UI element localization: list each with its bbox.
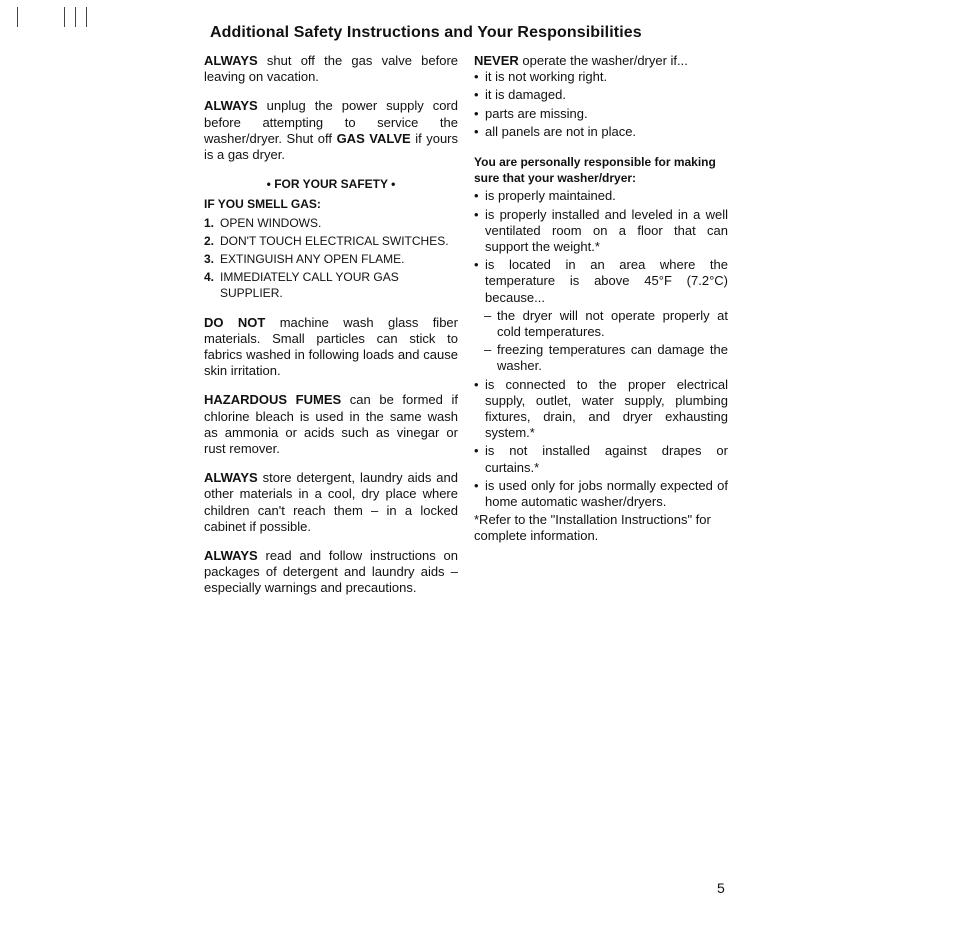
list-item-text: is not installed against drapes or curtains.* <box>485 443 728 475</box>
step-text: OPEN WINDOWS. <box>220 215 322 230</box>
step-text: DON'T TOUCH ELECTRICAL SWITCHES. <box>220 233 449 248</box>
emphasis: HAZARDOUS FUMES <box>204 392 342 408</box>
scan-mark-2 <box>64 7 65 27</box>
list-item <box>474 478 728 510</box>
gas-steps-list <box>204 215 458 302</box>
sub-item <box>474 308 728 340</box>
paragraph-text: store detergent, laundry aids and other materials in a cool, dry place where children can't reach them – in a locked cabinet if possible. <box>204 470 458 534</box>
scan-mark-1 <box>17 7 18 27</box>
bullet: • <box>474 477 479 493</box>
storage-paragraph <box>204 470 458 535</box>
bullet: • <box>474 257 479 273</box>
list-item-text: is properly installed and leveled in a well ventilated room on a floor that can support the weight.* <box>485 206 728 255</box>
page-title: Additional Safety Instructions and Your Responsibilities <box>210 24 642 41</box>
dash: – <box>484 342 492 358</box>
scan-mark-3 <box>75 7 76 27</box>
emphasis: ALWAYS <box>204 548 258 564</box>
bullet: • <box>474 87 479 103</box>
list-item <box>474 377 728 442</box>
list-item-text: is used only for jobs normally expected of home automatic washer/dryers. <box>485 477 728 510</box>
vacation-gas-paragraph <box>204 53 458 85</box>
sub-item <box>474 342 728 374</box>
list-item-text: it is damaged. <box>485 87 566 103</box>
for-your-safety-heading: • FOR YOUR SAFETY • <box>266 177 396 192</box>
list-item <box>474 87 728 103</box>
scan-mark-4 <box>86 7 87 27</box>
paragraph-text: unplug the power supply cord before attempting to service the washer/dryer. Shut off <box>204 98 458 146</box>
step-text: EXTINGUISH ANY OPEN FLAME. <box>220 252 405 267</box>
emphasis: DO NOT <box>204 314 266 330</box>
hazardous-fumes-paragraph <box>204 392 458 457</box>
responsibility-list <box>474 188 728 510</box>
step-text: IMMEDIATELY CALL YOUR GAS SUPPLIER. <box>220 270 399 301</box>
emphasis: GAS VALVE <box>336 130 411 146</box>
list-item <box>474 443 728 475</box>
never-list <box>474 69 728 140</box>
list-item-text: parts are missing. <box>485 105 588 121</box>
read-instructions-paragraph <box>204 548 458 597</box>
list-item-text: is located in an area where the temperature is above 45°F (7.2°C) because... <box>485 257 728 305</box>
list-item-text: it is not working right. <box>485 69 608 85</box>
gas-step <box>204 233 458 249</box>
page-number: 5 <box>717 880 725 896</box>
bullet: • <box>474 105 479 121</box>
right-column <box>474 53 728 545</box>
bullet: • <box>474 443 479 459</box>
emphasis: ALWAYS <box>204 53 258 68</box>
list-item <box>474 124 728 140</box>
gas-step <box>204 269 458 301</box>
bullet: • <box>474 69 479 85</box>
list-item <box>474 257 728 306</box>
glass-fiber-paragraph <box>204 315 458 380</box>
gas-step <box>204 215 458 231</box>
gas-step <box>204 251 458 267</box>
paragraph-text: operate the washer/dryer if... <box>518 53 688 68</box>
bullet: • <box>474 123 479 139</box>
installation-footnote: *Refer to the "Installation Instructions" for complete information. <box>474 512 711 544</box>
bullet: • <box>474 188 479 204</box>
step-number: 3. <box>204 252 215 267</box>
list-item-text: is connected to the proper electrical supply, outlet, water supply, plumbing fixtures, drain, and dryer exhausting system.* <box>485 376 728 441</box>
step-number: 1. <box>204 215 215 230</box>
bullet: • <box>474 206 479 222</box>
sub-item-text: the dryer will not operate properly at cold temperatures. <box>497 307 728 340</box>
list-item <box>474 69 728 85</box>
bullet: • <box>474 376 479 392</box>
dash: – <box>484 307 492 323</box>
responsibility-heading: You are personally responsible for making sure that your washer/dryer: <box>474 155 716 186</box>
step-number: 2. <box>204 233 215 248</box>
paragraph-text: shut off the gas valve before leaving on vacation. <box>204 53 458 85</box>
paragraph-text: read and follow instructions on packages of detergent and laundry aids – especially warnings and precautions. <box>204 548 458 596</box>
list-item <box>474 106 728 122</box>
left-column <box>204 53 458 610</box>
paragraph-text: if yours is a gas dryer. <box>204 130 458 163</box>
sub-item-text: freezing temperatures can damage the washer. <box>497 342 728 374</box>
smell-gas-heading: IF YOU SMELL GAS: <box>204 197 321 212</box>
emphasis: ALWAYS <box>204 98 258 114</box>
never-operate-line <box>474 53 728 69</box>
emphasis: ALWAYS <box>204 470 258 486</box>
paragraph-text: can be formed if chlorine bleach is used in the same wash as ammonia or acids such as vinegar or rust remover. <box>204 392 458 457</box>
unplug-paragraph <box>204 98 458 163</box>
list-item-text: is properly maintained. <box>485 188 616 204</box>
list-item-text: all panels are not in place. <box>485 123 637 139</box>
step-number: 4. <box>204 270 215 285</box>
list-item <box>474 188 728 204</box>
emphasis: NEVER <box>474 53 519 68</box>
list-item <box>474 207 728 256</box>
paragraph-text: machine wash glass fiber materials. Small particles can stick to fabrics washed in following loads and cause skin irritation. <box>204 314 458 379</box>
